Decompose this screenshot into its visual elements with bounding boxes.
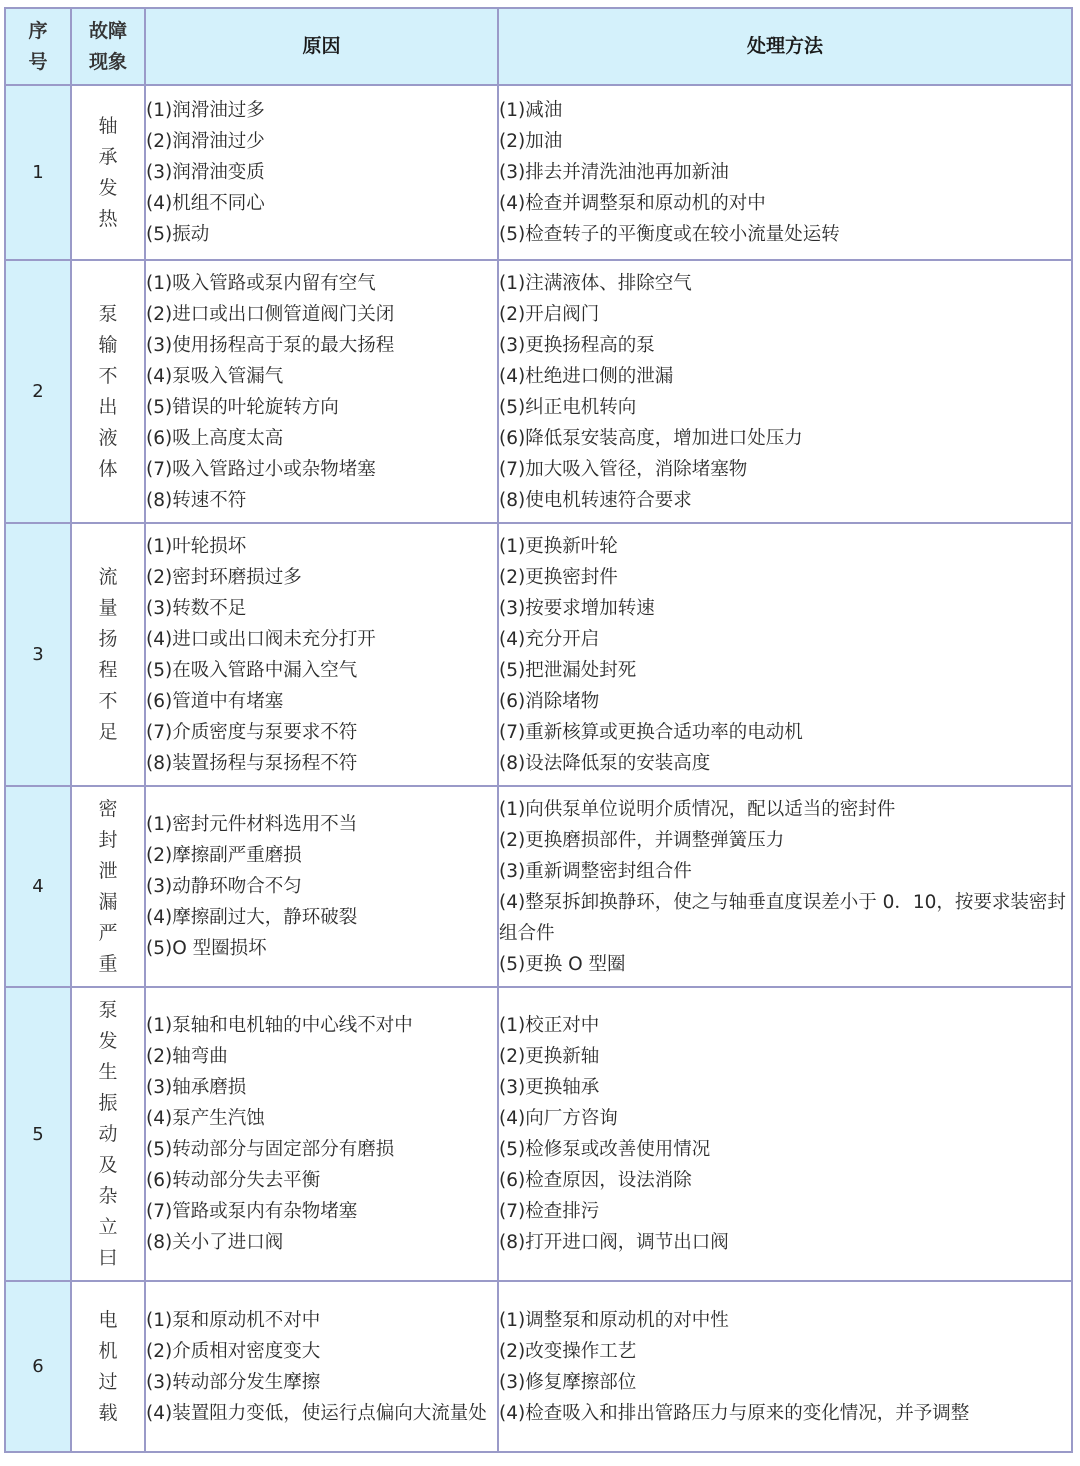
cause-item: (6)管道中有堵塞: [146, 690, 284, 712]
cause-item: (1)吸入管路或泵内留有空气: [146, 272, 376, 294]
cause-item: (3)转数不足: [146, 597, 247, 619]
cause-list: [145, 1281, 498, 1452]
solution-item: (4)检查吸入和排出管路压力与原来的变化情况，并予调整: [499, 1402, 970, 1424]
solution-item: (1)更换新叶轮: [499, 535, 618, 557]
table-row: [5, 85, 1072, 260]
row-number: 4: [5, 786, 71, 987]
cause-item: (1)润滑油过多: [146, 100, 265, 121]
cause-item: (8)关小了进口阀: [146, 1232, 284, 1253]
solution-item: (1)调整泵和原动机的对中性: [499, 1309, 729, 1331]
cause-list: [145, 85, 498, 260]
cause-list: [145, 523, 498, 786]
solution-item: (6)检查原因，设法消除: [499, 1170, 692, 1191]
cause-item: (2)摩擦副严重磨损: [146, 845, 302, 866]
cause-item: (2)进口或出口侧管道阀门关闭: [146, 303, 395, 325]
cause-item: (1)叶轮损坏: [146, 535, 247, 557]
table-row: [5, 987, 1072, 1281]
cause-item: (8)装置扬程与泵扬程不符: [146, 752, 358, 774]
cause-item: (2)轴弯曲: [146, 1046, 228, 1067]
cause-item: (5)振动: [146, 224, 210, 245]
solution-list: [498, 987, 1072, 1281]
table-row: [5, 260, 1072, 523]
cause-item: (7)介质密度与泵要求不符: [146, 721, 358, 743]
cause-list: [145, 987, 498, 1281]
table-row: [5, 786, 1072, 987]
solution-item: (8)打开进口阀，调节出口阀: [499, 1232, 729, 1253]
solution-list: [498, 85, 1072, 260]
solution-item: (3)排去并清洗油池再加新油: [499, 162, 729, 183]
solution-item: (4)充分开启: [499, 628, 600, 650]
solution-item: (6)消除堵物: [499, 690, 600, 712]
solution-item: (5)更换 O 型圈: [499, 953, 626, 975]
cause-item: (5)O 型圈损坏: [146, 938, 267, 959]
cause-item: (2)润滑油过少: [146, 131, 265, 152]
cause-item: (5)错误的叶轮旋转方向: [146, 396, 339, 418]
solution-list: [498, 523, 1072, 786]
table-row: [5, 1281, 1072, 1452]
table-row: [5, 523, 1072, 786]
cause-item: (6)吸上高度太高: [146, 427, 284, 449]
header-cause: 原因: [145, 8, 498, 85]
cause-item: (3)使用扬程高于泵的最大扬程: [146, 334, 395, 356]
solution-item: (4)向厂方咨询: [499, 1108, 618, 1129]
cause-list: [145, 786, 498, 987]
row-number: 6: [5, 1281, 71, 1452]
solution-item: (1)校正对中: [499, 1015, 600, 1036]
cause-item: (1)密封元件材料选用不当: [146, 814, 358, 835]
solution-item: (2)开启阀门: [499, 303, 600, 325]
cause-item: (3)转动部分发生摩擦: [146, 1371, 321, 1393]
solution-item: (1)注满液体、排除空气: [499, 272, 692, 294]
cause-item: (5)转动部分与固定部分有磨损: [146, 1139, 395, 1160]
row-number: 1: [5, 85, 71, 260]
solution-item: (4)杜绝进口侧的泄漏: [499, 365, 674, 387]
cause-list: [145, 260, 498, 523]
cause-item: (3)动静环吻合不匀: [146, 876, 302, 897]
solution-item: (3)更换扬程高的泵: [499, 334, 655, 356]
solution-item: (6)降低泵安装高度，增加进口处压力: [499, 427, 803, 449]
solution-item: (5)纠正电机转向: [499, 396, 637, 418]
cause-item: (4)泵产生汽蚀: [146, 1108, 265, 1129]
cause-item: (7)管路或泵内有杂物堵塞: [146, 1201, 358, 1222]
solution-item: (4)检查并调整泵和原动机的对中: [499, 193, 766, 214]
header-number: 序号: [5, 8, 71, 85]
solution-item: (4)整泵拆卸换静环，使之与轴垂直度误差小于 0．10，按要求装密封组合件: [499, 891, 1066, 944]
solution-item: (2)加油: [499, 131, 563, 152]
pump-fault-table: [4, 7, 1073, 1453]
fault-symptom: 泵发生振动及杂立曰: [71, 987, 145, 1281]
cause-item: (4)进口或出口阀未充分打开: [146, 628, 376, 650]
cause-item: (2)介质相对密度变大: [146, 1340, 321, 1362]
cause-item: (4)泵吸入管漏气: [146, 365, 284, 387]
row-number: 5: [5, 987, 71, 1281]
fault-symptom: 流量扬程不足: [71, 523, 145, 786]
fault-symptom: 轴承发热: [71, 85, 145, 260]
solution-item: (3)重新调整密封组合件: [499, 860, 692, 882]
solution-item: (2)更换密封件: [499, 566, 618, 588]
solution-item: (5)检修泵或改善使用情况: [499, 1139, 711, 1160]
cause-item: (6)转动部分失去平衡: [146, 1170, 321, 1191]
solution-item: (7)加大吸入管径，消除堵塞物: [499, 458, 748, 480]
fault-symptom: 泵输不出液体: [71, 260, 145, 523]
cause-item: (4)装置阻力变低，使运行点偏向大流量处: [146, 1402, 487, 1424]
cause-item: (1)泵轴和电机轴的中心线不对中: [146, 1015, 413, 1036]
row-number: 2: [5, 260, 71, 523]
header-solution: 处理方法: [498, 8, 1072, 85]
cause-item: (7)吸入管路过小或杂物堵塞: [146, 458, 376, 480]
solution-item: (8)使电机转速符合要求: [499, 489, 692, 511]
solution-item: (2)更换磨损部件，并调整弹簧压力: [499, 829, 785, 851]
cause-item: (3)轴承磨损: [146, 1077, 247, 1098]
row-number: 3: [5, 523, 71, 786]
header-symptom: 故障现象: [71, 8, 145, 85]
solution-item: (7)重新核算或更换合适功率的电动机: [499, 721, 803, 743]
cause-item: (4)摩擦副过大，静环破裂: [146, 907, 358, 928]
fault-symptom: 密封泄漏严重: [71, 786, 145, 987]
cause-item: (2)密封环磨损过多: [146, 566, 302, 588]
cause-item: (8)转速不符: [146, 489, 247, 511]
header-row: [5, 8, 1072, 85]
solution-list: [498, 786, 1072, 987]
solution-list: [498, 260, 1072, 523]
solution-item: (3)按要求增加转速: [499, 597, 655, 619]
cause-item: (1)泵和原动机不对中: [146, 1309, 321, 1331]
solution-item: (3)更换轴承: [499, 1077, 600, 1098]
solution-item: (1)向供泵单位说明介质情况，配以适当的密封件: [499, 798, 896, 820]
solution-list: [498, 1281, 1072, 1452]
cause-item: (5)在吸入管路中漏入空气: [146, 659, 358, 681]
solution-item: (2)改变操作工艺: [499, 1340, 637, 1362]
solution-item: (1)减油: [499, 100, 563, 121]
solution-item: (5)把泄漏处封死: [499, 659, 637, 681]
solution-item: (7)检查排污: [499, 1201, 600, 1222]
solution-item: (5)检查转子的平衡度或在较小流量处运转: [499, 224, 840, 245]
solution-item: (3)修复摩擦部位: [499, 1371, 637, 1393]
solution-item: (8)设法降低泵的安装高度: [499, 752, 711, 774]
solution-item: (2)更换新轴: [499, 1046, 600, 1067]
cause-item: (4)机组不同心: [146, 193, 265, 214]
cause-item: (3)润滑油变质: [146, 162, 265, 183]
fault-symptom: 电机过载: [71, 1281, 145, 1452]
